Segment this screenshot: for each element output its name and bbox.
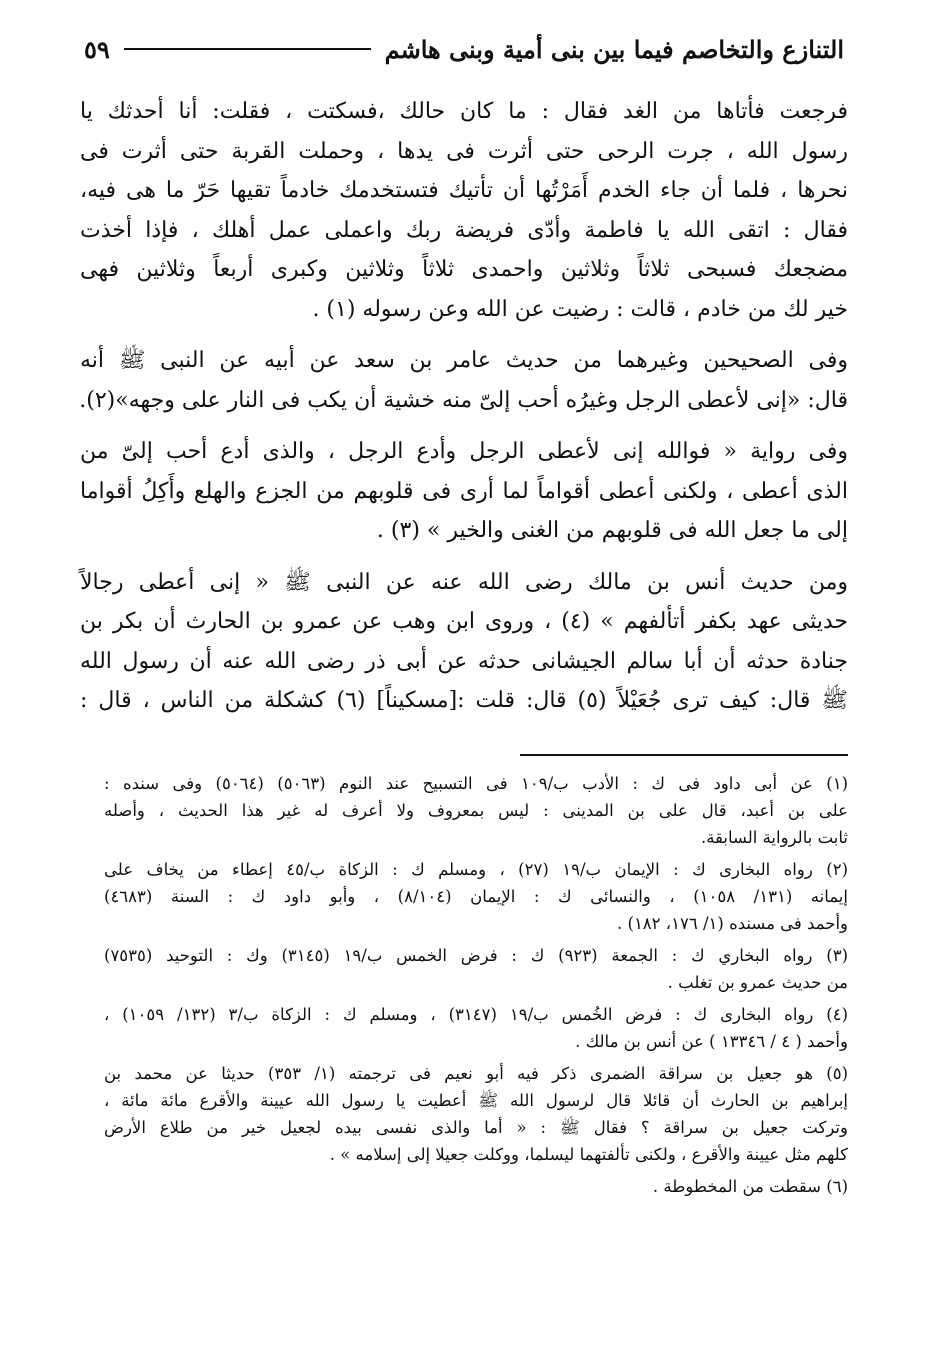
footnote xyxy=(104,1060,848,1168)
text-line: فرجعت فأتاها من الغد فقال : ما كان حالك ،فسكتت ، فقلت: أنا أحدثك يا xyxy=(80,99,848,124)
main-text xyxy=(80,92,848,733)
footnote-line: (٦) سقطت من المخطوطة . xyxy=(652,1177,848,1196)
page-number: ٥٩ xyxy=(84,34,110,64)
text-line: حديثى عهد بكفر أتألفهم » (٤) ، وروى ابن وهب عن عمرو بن الحارث أن بكر بن xyxy=(80,609,849,634)
footnote-line: (٢) رواه البخارى ك : الإيمان ب/١٩ (٢٧) ، ومسلم ك : الزكاة ب/٤٥ إعطاء من يخاف على xyxy=(104,860,848,879)
paragraph xyxy=(80,563,848,721)
footnote-line: إبراهيم بن الحارث أن قائلا قال لرسول الله ﷺ أعطيت يا رسول الله عيينة والأقرع مائة مائة ، xyxy=(104,1091,848,1110)
text-line: خير لك من خادم ، قالت : رضيت عن الله وعن رسوله (١) . xyxy=(312,296,848,322)
footnote-line: إيمانه (١٣١/ ١٠٥٨) ، والنسائى ك : الإيمان (٨/١٠٤) ، وأبو داود ك : السنة (٤٦٨٣) xyxy=(104,887,848,906)
footnote-line: (٤) رواه البخارى ك : فرض الخُمس ب/١٩ (٣١٤٧) ، ومسلم ك : الزكاة ب/٣ (١٣٢/ ١٠٥٩) ، xyxy=(104,1005,848,1024)
text-line: رسول الله ، جرت الرحى حتى أثرت فى يدها ، وحملت القربة حتى أثرت فى xyxy=(80,138,848,164)
footnote-line: (٣) رواه البخاري ك : الجمعة (٩٢٣) ك : فرض الخمس ب/١٩ (٣١٤٥) وك : التوحيد (٧٥٣٥) xyxy=(104,946,848,965)
paragraph xyxy=(80,92,848,329)
footnote xyxy=(104,856,848,937)
text-line: الذى أعطى ، ولكنى أعطى أقواماً لما أرى فى قلوبهم من الجزع والهلع وأَكِلُ أقواما xyxy=(80,478,848,504)
footnote-line: وتركت جعيل بن سراقة ؟ فقال ﷺ : « أما والذى نفسى بيده لجعيل خير من طلاع الأرض xyxy=(104,1118,848,1137)
footnote-line: وأحمد فى مسنده (١/ ١٧٦، ١٨٢) . xyxy=(617,914,848,933)
paragraph xyxy=(80,341,848,420)
text-line: وفى رواية « فوالله إنى لأعطى الرجل وأدع الرجل ، والذى أدع أحب إلىّ من xyxy=(80,439,848,464)
paragraph xyxy=(80,432,848,551)
text-line: نحرها ، فلما أن جاء الخدم أَمَرْتُها أن تأتيك فتستخدمك خادماً تقيها حَرّ ما هى فيه، xyxy=(80,178,848,203)
footnote-separator xyxy=(520,754,848,756)
text-line: جنادة حدثه أن أبا سالم الجيشانى حدثه عن أبى ذر رضى الله عنه أن رسول الله xyxy=(80,648,848,674)
text-line: إلى ما جعل الله فى قلوبهم من الغنى والخير » (٣) . xyxy=(376,518,848,543)
footnote-line: من حديث عمرو بن تغلب . xyxy=(667,973,848,992)
text-line: ﷺ قال: كيف ترى جُعَيْلاً (٥) قال: قلت :[مسكيناً] (٦) كشكلة من الناس ، قال : xyxy=(80,688,848,713)
footnote-line: (١) عن أبى داود فى ك : الأدب ب/١٠٩ فى التسبيح عند النوم (٥٠٦٣) (٥٠٦٤) وفى سنده : xyxy=(104,774,849,793)
text-line: مضجعك فسبحى ثلاثاً وثلاثين واحمدى ثلاثاً وثلاثين وكبرى أربعاً وثلاثين فهى xyxy=(80,257,848,282)
text-line: وفى الصحيحين وغيرهما من حديث عامر بن سعد عن أبيه عن النبى ﷺ أنه xyxy=(80,348,848,373)
text-line: قال: «إنى لأعطى الرجل وغيرُه أحب إلىّ منه خشية أن يكب فى النار على وجهه»(٢). xyxy=(79,387,848,413)
footnote-line: كلهم مثل عيينة والأقرع ، ولكنى تألفتهما ليسلما، ووكلت جعيلا إلى إسلامه » . xyxy=(329,1145,848,1164)
footnote xyxy=(104,1173,848,1200)
header-title: التنازع والتخاصم فيما بين بنى أمية وبنى هاشم xyxy=(384,34,844,64)
footnote-line: على بن أعبد، قال على بن المدينى : ليس بمعروف ولا أعرف له غير هذا الحديث ، وأصله xyxy=(104,801,848,820)
footnote-line: (٥) هو جعيل بن سراقة الضمرى ذكر فيه أبو نعيم فى ترجمته (١/ ٣٥٣) حديثا عن محمد بن xyxy=(104,1064,848,1083)
footnote-line: ثابت بالرواية السابقة. xyxy=(700,828,848,847)
footnote-line: وأحمد ( ٤ / ١٣٣٤٦ ) عن أنس بن مالك . xyxy=(575,1032,848,1051)
footnotes xyxy=(104,770,848,1205)
header-rule xyxy=(124,48,371,50)
text-line: فقال : اتقى الله يا فاطمة وأدّى فريضة ربك واعملى عمل أهلك ، فإذا أخذت xyxy=(80,217,849,243)
footnote xyxy=(104,942,848,996)
running-header xyxy=(84,26,844,72)
footnote xyxy=(104,770,848,851)
text-line: ومن حديث أنس بن مالك رضى الله عنه عن النبى ﷺ « إنى أعطى رجالاً xyxy=(80,569,848,595)
footnote xyxy=(104,1001,848,1055)
